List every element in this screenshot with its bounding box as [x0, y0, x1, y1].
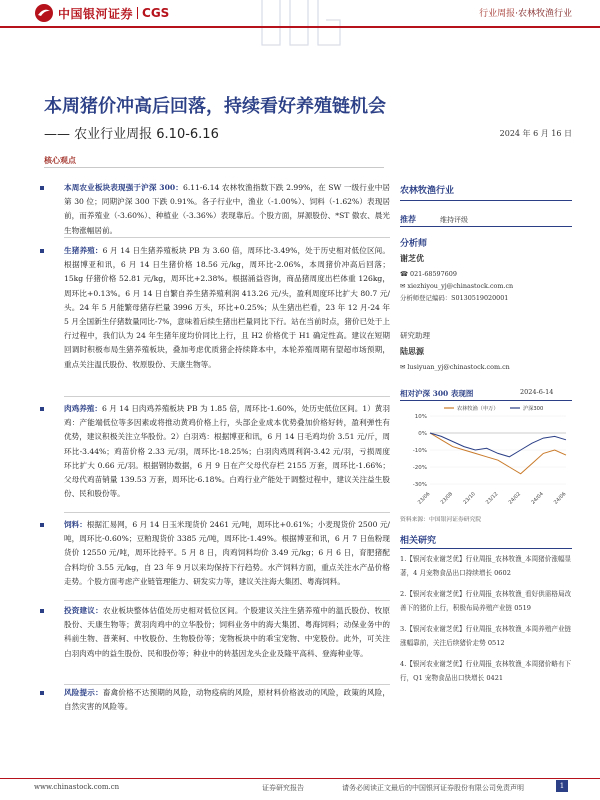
- assistant-contact: [400, 361, 572, 373]
- legend-label: 沪深300: [523, 406, 544, 412]
- related-report[interactable]: 4.【银河农业谢芝优】行业周报_农林牧渔_本周猪价略有下行，Q1 宠物食品出口快增长 0421: [400, 660, 572, 682]
- core-rule: [44, 167, 384, 168]
- section-risk: [40, 686, 390, 714]
- section-body: 6.11-6.14 农林牧渔指数下跌 2.99%，在 SW 一级行业中居第 30 位；同期沪深 300 下跌 0.91%。各子行业中，渔业（-1.00%）、饲料（-1.62%）表现居前，而养殖业（-3.60%）、种植业（-3.36%）表现靠后。个股方面，屏源股份、*ST 傲农、晨光生物涨幅居前。: [64, 183, 390, 235]
- legend-label: 农林牧渔（申万）: [457, 406, 499, 412]
- analyst-cert: 分析师登记编码：S0130519020001: [400, 294, 509, 302]
- section-pig: [40, 244, 390, 372]
- section-divider: [64, 600, 390, 601]
- chart-heading: 相对沪深 300 表现图: [400, 389, 474, 398]
- report-subtitle: —— 农业行业周报 6.10-6.16: [44, 127, 219, 142]
- core-viewpoint-label: 核心观点: [44, 155, 76, 165]
- section-lead: 生猪养殖：: [64, 246, 103, 255]
- bullet-icon: [40, 691, 44, 695]
- header-category: [479, 6, 572, 19]
- section-body: 畜禽价格不达预期的风险，动物疫病的风险，原材料价格波动的风险，政策的风险，自然灾害的风险等。: [64, 688, 391, 712]
- chart-source: 资料来源：中国银河证券研究院: [400, 517, 482, 523]
- section-lead: 投资建议：: [64, 606, 103, 615]
- footer-disclaimer: 请务必阅读正文最后的中国银河证券股份有限公司免责声明: [342, 784, 524, 792]
- section-lead: 风险提示：: [64, 688, 103, 697]
- header-rule: [0, 26, 600, 28]
- watermark-icon: [250, 0, 360, 80]
- footer-rule: [0, 778, 600, 779]
- section-body: 6 月 14 日生猪养殖板块 PB 为 3.60 倍，周环比-3.49%，处于历史相对低位区间。根据博亚和讯，6 月 14 日生猪价格 18.56 元/kg，周环比-2.06%，本周猪价冲高后回落；15kg 仔猪价格 52.81 元/kg，周环比+2.38%。根据涌益咨询，商品猪周度出栏体重 126kg，周环比+0.13%。6 月 14 日自繁自养生猪养殖利润 413.26 元/头，盈利周度环比扩大 80.7 元/头。24 年 5 月能繁母猪存栏量 3996 万头，环比+0.25%；从生猪出栏看，23 年 12 月-24 年 5 月全国新生仔猪数量同比-7%，意味着后续生猪出栏量同比下行。站在当前时点，猪价已处于上行过程中，我们认为 24 年生猪年度均价同比上行，且 H2 价格优于 H1 确定性高。建议在短期回调时积极布局生猪养殖板块，叠加考虑优质猪企持续降本中，本轮养殖周期有望超市场预期，重点关注温氏股份、牧原股份、天康生物等。: [64, 246, 390, 369]
- section-divider: [64, 237, 390, 238]
- bullet-icon: [40, 186, 44, 190]
- x-tick-label: 24/06: [552, 491, 568, 506]
- y-tick-label: 0%: [418, 431, 427, 437]
- related-report[interactable]: 1.【银河农业谢芝优】行业周报_农林牧渔_本周猪价涨幅显著，4 月宠物食品出口持续增长 0602: [400, 555, 572, 577]
- y-tick-label: -10%: [412, 448, 427, 454]
- report-date: 2024 年 6 月 16 日: [499, 129, 572, 138]
- section-body: 根据汇易网，6 月 14 日玉米现货价 2461 元/吨，周环比+0.61%；小麦现货价 2500 元/吨，周环比-0.60%；豆粕现货价 3385 元/吨，周环比-1.49%。根据博亚和讯，6 月 7 日鱼粉现货价 12550 元/吨，周环比持平。5 月 8 日，肉鸡饲料均价 3.49 元/kg；6 月 6 日，育肥猪配合料均价 3.55 元/kg，自 23 年 9 月以来均保持下行趋势。水产饲料方面，重点关注水产品价格走势。个股方面考虑产业链管理能力、研发实力等，建议关注海大集团、粤海饲料。: [64, 520, 390, 586]
- assistant-heading: 研究助理: [400, 331, 430, 340]
- related-heading: 相关研究: [400, 536, 437, 546]
- section-lead: 肉鸡养殖：: [64, 404, 102, 413]
- bullet-icon: [40, 609, 44, 613]
- analyst-phone: 021-68597609: [410, 270, 457, 278]
- rating-key: 推荐: [400, 214, 416, 224]
- related-report[interactable]: 3.【银河农业谢芝优】行业周报_农林牧渔_本周养殖产业链涨幅靠前，关注后续猪价走势 0512: [400, 625, 572, 647]
- section-board: [40, 181, 390, 238]
- section-divider: [64, 396, 390, 397]
- section-investment: [40, 604, 390, 661]
- x-tick-label: 23/10: [462, 491, 477, 506]
- section-body: 6 月 14 日肉鸡养殖板块 PB 为 1.85 倍，周环比-1.60%，处历史低位区间。1）黄羽鸡：产能端低位等多因素或将推动黄鸡价格上行，头部企业成本优势叠加价格好转，盈利弹性有优势，建议积极关注立华股份。2）白羽鸡：根据博亚和讯，6 月 14 日毛鸡均价 3.51 元/斤，周环比-3.44%；鸡苗价格 2.33 元/羽，周环比-18.25%；白羽肉鸡周利润-3.42 元/羽，亏损周度环比扩大 0.66 元/羽。根据钢协数据，6 月 9 日在产父母代存栏 2155 万套，周环比-1.66%；父母代鸡苗销量 139.53 万套，周环比-6.18%。白鸡行业产能处于调整过程中，建议关注益生股份、民和股份等。: [64, 404, 390, 499]
- email-icon: ✉: [400, 282, 408, 290]
- relative-performance-chart: [400, 402, 572, 512]
- assistant-email[interactable]: lusiyuan_yj@chinastock.com.cn: [407, 363, 510, 371]
- x-tick-label: 24/04: [530, 491, 545, 506]
- x-tick-label: 23/12: [484, 491, 500, 506]
- galaxy-logo-icon: [34, 3, 54, 23]
- related-report[interactable]: 2.【银河农业谢芝优】行业周报_农林牧渔_看好供需格局改善下的猪价上行，积极布局养殖产业链 0519: [400, 590, 572, 612]
- section-divider: [64, 512, 390, 513]
- industry-title: 农林牧渔行业: [400, 186, 455, 196]
- bullet-icon: [40, 407, 44, 411]
- bullet-icon: [40, 523, 44, 527]
- logo-cgs: CGS: [142, 6, 170, 20]
- related-list: [400, 553, 572, 685]
- header-dot: ·: [515, 9, 518, 19]
- analyst-email[interactable]: xiezhiyou_yj@chinastock.com.cn: [407, 282, 514, 290]
- bullet-icon: [40, 249, 44, 253]
- x-tick-label: 23/08: [439, 491, 455, 506]
- logo: [34, 2, 169, 24]
- x-tick-label: 23/06: [416, 491, 432, 506]
- report-title: 本周猪价冲高后回落，持续看好养殖链机会: [44, 96, 386, 117]
- logo-text: 中国银河证券: [58, 6, 134, 21]
- chart-date: 2024-6-14: [520, 388, 554, 396]
- y-tick-label: -20%: [412, 465, 427, 471]
- related-rule: [400, 548, 572, 549]
- rating-value: 维持评级: [440, 216, 468, 224]
- logo-separator: [137, 7, 138, 19]
- chart-rule: [400, 400, 572, 401]
- section-divider: [64, 684, 390, 685]
- analyst-name: 谢芝优: [400, 253, 424, 263]
- y-tick-label: 10%: [414, 414, 427, 420]
- rating-rule: [400, 226, 572, 227]
- report-type: 行业周报: [479, 9, 516, 19]
- section-lead: 饲料：: [64, 520, 87, 529]
- header-industry: 农林牧渔行业: [517, 9, 572, 19]
- phone-icon: ☎: [400, 270, 410, 278]
- footer-site[interactable]: www.chinastock.com.cn: [34, 783, 120, 791]
- section-body: 农业板块整体估值处历史相对低位区间。个股建议关注生猪养殖中的温氏股份、牧原股份、天康生物等；黄羽肉鸡中的立华股份；饲料业务中的海大集团、粤海饲料；动保业务中的科前生物、普莱柯、中牧股份、生物股份等；宠物板块中的乖宝宠物、中宠股份。此外，可关注白羽肉鸡中的益生股份、民和股份等；种业中的转基因龙头企业及隆平高科、登海种业等。: [64, 606, 391, 658]
- section-chicken: [40, 402, 390, 501]
- footer-label: 证券研究报告: [262, 784, 304, 792]
- page-number: 1: [556, 780, 568, 792]
- industry-rule: [400, 200, 572, 201]
- x-tick-label: 24/02: [507, 491, 523, 506]
- assistant-name: 陆思源: [400, 346, 424, 356]
- analyst-contact: [400, 268, 572, 304]
- section-feed: [40, 518, 390, 589]
- rating: [400, 207, 572, 226]
- section-lead: 本周农业板块表现强于沪深 300：: [64, 183, 183, 192]
- y-tick-label: -30%: [412, 482, 427, 488]
- email-icon: ✉: [400, 363, 408, 371]
- analyst-heading: 分析师: [400, 239, 428, 249]
